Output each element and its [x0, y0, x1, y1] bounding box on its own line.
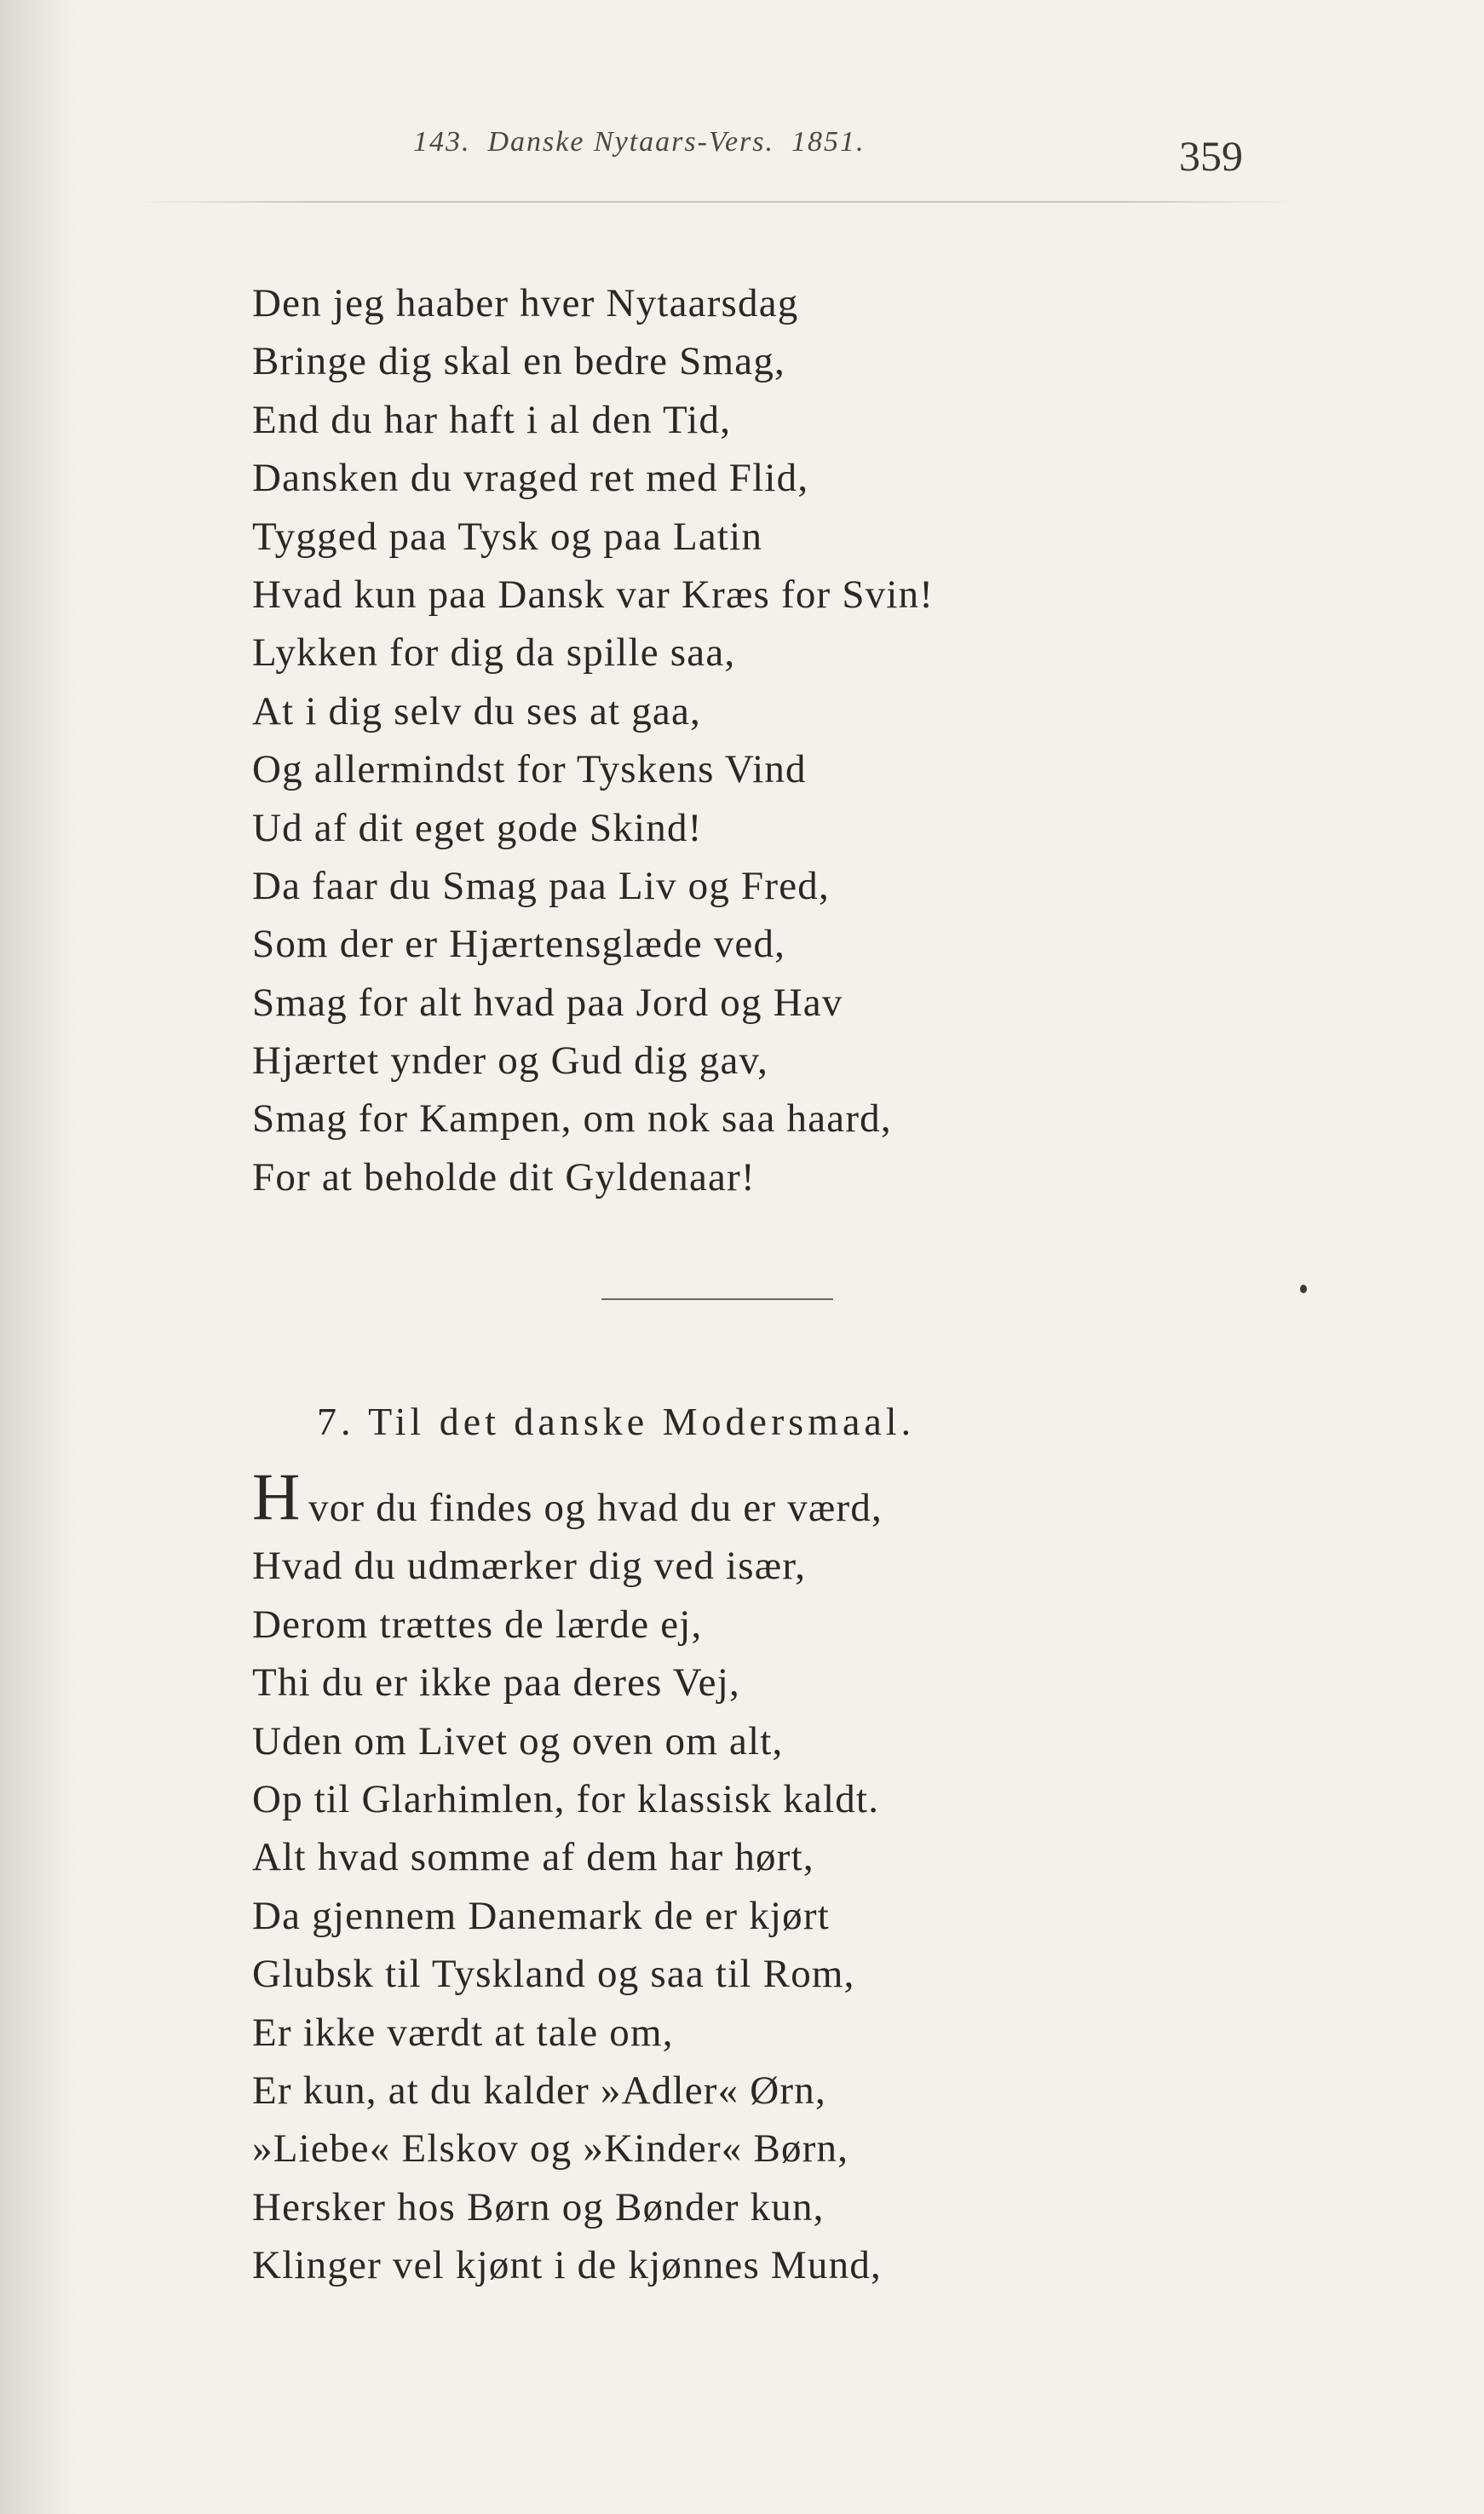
running-header	[0, 126, 1484, 186]
verse-line: Op til Glarhimlen, for klassisk kaldt.	[252, 1776, 880, 1821]
verse-line: Er kun, at du kalder »Adler« Ørn,	[252, 2068, 826, 2113]
verse-line: End du har haft i al den Tid,	[252, 397, 732, 442]
verse-line: Hvad du udmærker dig ved især,	[252, 1544, 807, 1589]
print-speck	[1300, 1285, 1307, 1293]
page-number: 359	[1179, 132, 1243, 180]
verse-line: Thi du er ikke paa deres Vej,	[252, 1660, 740, 1706]
running-title	[413, 126, 866, 158]
verse-line: Er ikke værdt at tale om,	[252, 2010, 674, 2055]
poem-number: 143.	[413, 126, 471, 158]
verse-line: Glubsk til Tyskland og saa til Rom,	[252, 1952, 855, 1997]
verse-line: Ud af dit eget gode Skind!	[252, 805, 703, 850]
verse-line: Dansken du vraged ret med Flid,	[252, 456, 809, 501]
verse-line: Derom trættes de lærde ej,	[252, 1602, 703, 1647]
verse-line: Bringe dig skal en bedre Smag,	[252, 339, 785, 384]
verse-line: Som der er Hjærtensglæde ved,	[252, 922, 786, 967]
section-stanza	[252, 1479, 882, 2294]
verse-line: Smag for Kampen, om nok saa haard,	[252, 1096, 892, 1142]
verse-line: Klinger vel kjønt i de kjønnes Mund,	[252, 2243, 882, 2288]
poem-continued-stanza	[252, 274, 934, 1206]
page-edge-shadow	[0, 0, 77, 2514]
verse-line: Da faar du Smag paa Liv og Fred,	[252, 863, 830, 908]
section-divider	[601, 1298, 833, 1300]
verse-line: Lykken for dig da spille saa,	[252, 630, 736, 676]
verse-line: Uden om Livet og oven om alt,	[252, 1718, 784, 1763]
verse-line: For at beholde dit Gyldenaar!	[252, 1154, 756, 1199]
first-line-rest: vor du findes og hvad du er værd,	[308, 1486, 883, 1530]
header-rule	[136, 201, 1295, 203]
verse-line: Alt hvad somme af dem har hørt,	[252, 1835, 814, 1880]
verse-line: Og allermindst for Tyskens Vind	[252, 747, 807, 792]
drop-cap: H	[252, 1459, 301, 1533]
verse-line: Den jeg haaber hver Nytaarsdag	[252, 281, 799, 325]
verse-line: Da gjennem Danemark de er kjørt	[252, 1893, 830, 1938]
verse-line: Hersker hos Børn og Bønder kun,	[252, 2184, 825, 2229]
section-title: 7. Til det danske Modersmaal.	[317, 1400, 916, 1443]
verse-line: At i dig selv du ses at gaa,	[252, 688, 702, 733]
verse-line: Hvad kun paa Dansk var Kræs for Svin!	[252, 572, 935, 617]
verse-line: »Liebe« Elskov og »Kinder« Børn,	[252, 2126, 849, 2172]
running-title-text: Danske Nytaars-Vers.	[487, 126, 775, 158]
verse-line: Smag for alt hvad paa Jord og Hav	[252, 980, 843, 1025]
header-year: 1851.	[791, 126, 866, 158]
verse-line: Tygged paa Tysk og paa Latin	[252, 514, 763, 559]
verse-line: Hjærtet ynder og Gud dig gav,	[252, 1038, 769, 1084]
